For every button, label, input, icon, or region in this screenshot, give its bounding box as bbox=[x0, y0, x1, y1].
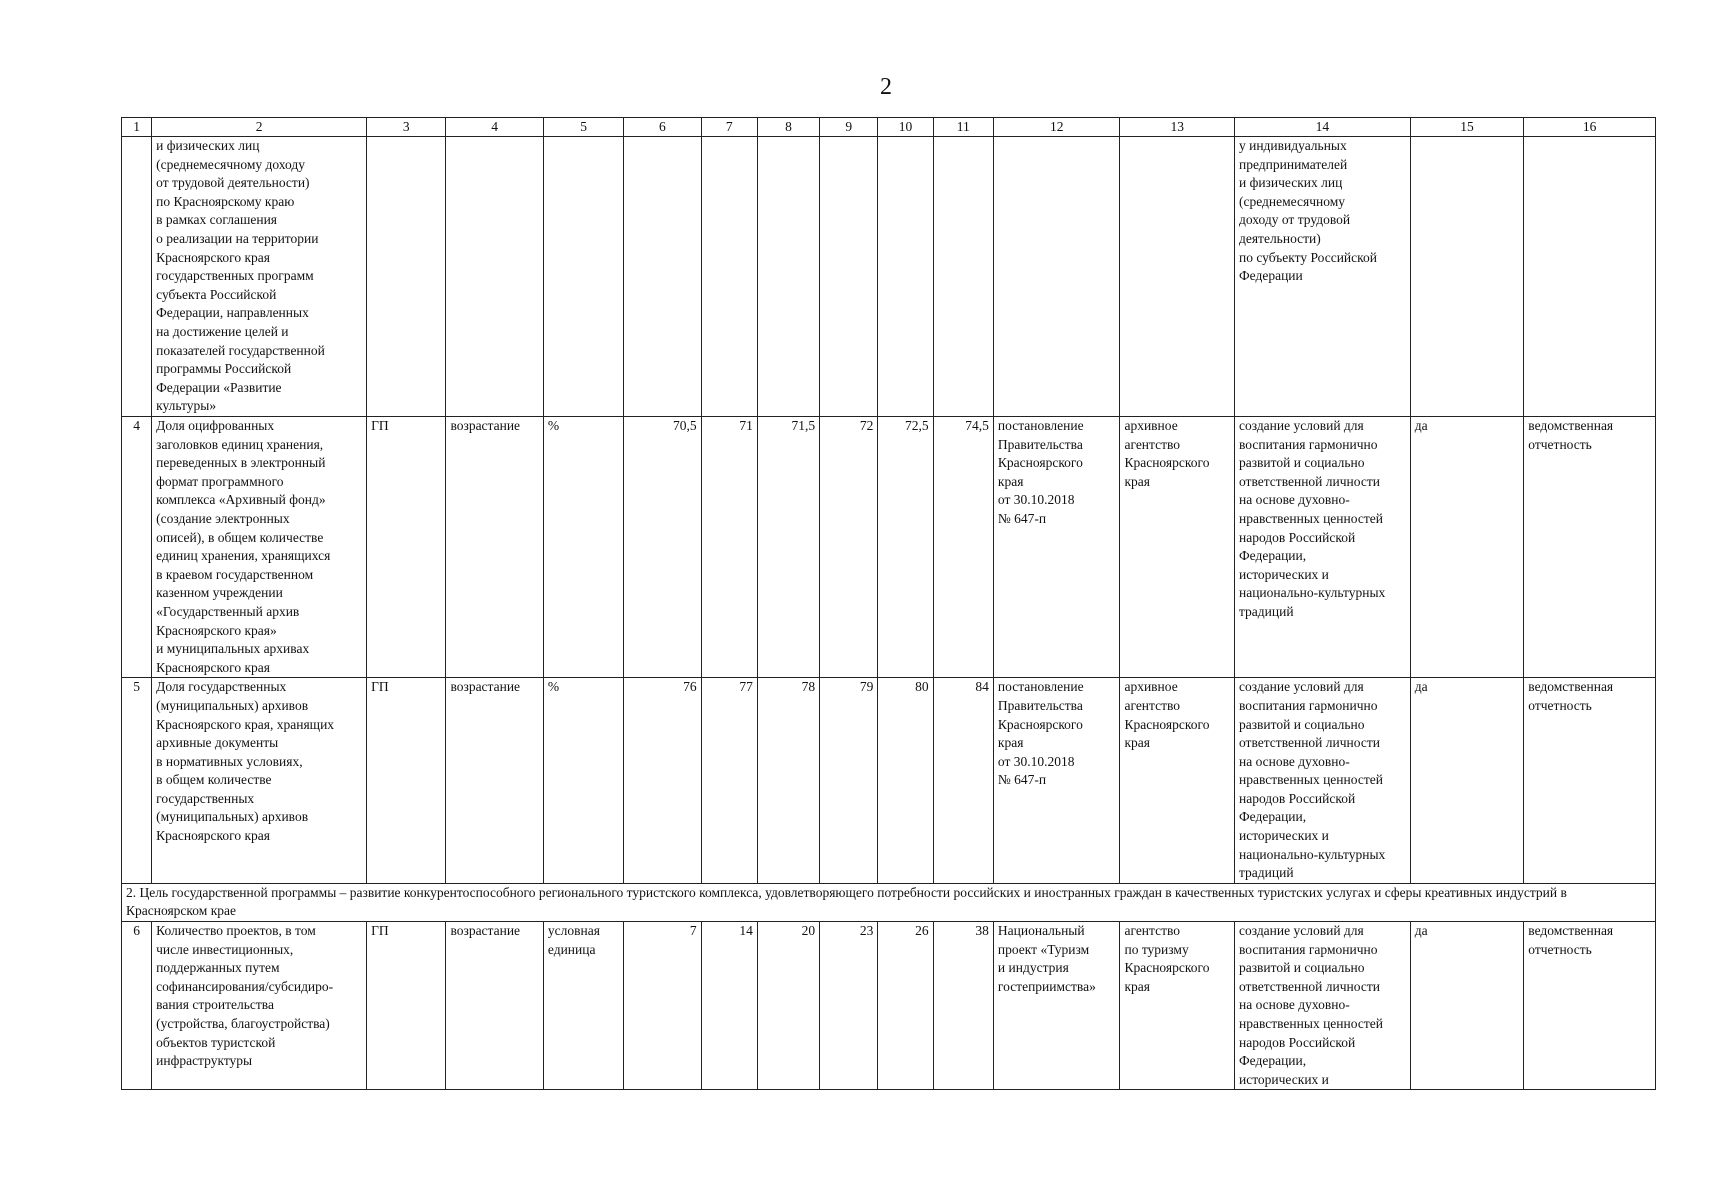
trend bbox=[446, 137, 543, 417]
document: постановление Правительства Красноярского края от 30.10.2018 № 647-п bbox=[993, 417, 1120, 678]
value-7: 14 bbox=[701, 922, 757, 1090]
trend: возрастание bbox=[446, 678, 543, 884]
flag: да bbox=[1410, 922, 1524, 1090]
goal-link: у индивидуальных предпринимателей и физических лиц (среднемесячному доходу от трудовой деятельности) по субъекту Российской Федерации bbox=[1234, 137, 1410, 417]
col-header: 4 bbox=[446, 118, 543, 137]
table-row bbox=[122, 417, 1656, 678]
value-6 bbox=[624, 137, 701, 417]
flag: да bbox=[1410, 678, 1524, 884]
trend: возрастание bbox=[446, 417, 543, 678]
responsible: архивное агентство Красноярского края bbox=[1120, 678, 1235, 884]
trend: возрастание bbox=[446, 922, 543, 1090]
source bbox=[1524, 137, 1656, 417]
value-7: 77 bbox=[701, 678, 757, 884]
section-goal: 2. Цель государственной программы – развитие конкурентоспособного регионального туристского комплекса, удовлетворяющего потребности российских и иностранных граждан в качественных туристских услугах и сферы креативных индустрий в Красноярском крае bbox=[122, 883, 1656, 921]
col-header: 5 bbox=[543, 118, 623, 137]
responsible: агентство по туризму Красноярского края bbox=[1120, 922, 1235, 1090]
value-9: 79 bbox=[820, 678, 878, 884]
value-6: 70,5 bbox=[624, 417, 701, 678]
goal-link: создание условий для воспитания гармонично развитой и социально ответственной личности на основе духовно- нравственных ценностей народов Российской Федерации, исторических и bbox=[1234, 922, 1410, 1090]
value-9: 72 bbox=[820, 417, 878, 678]
value-8 bbox=[757, 137, 819, 417]
value-7 bbox=[701, 137, 757, 417]
unit bbox=[543, 137, 623, 417]
value-7: 71 bbox=[701, 417, 757, 678]
unit: % bbox=[543, 417, 623, 678]
col-header: 3 bbox=[367, 118, 446, 137]
source: ведомственная отчетность bbox=[1524, 678, 1656, 884]
col-header: 2 bbox=[152, 118, 367, 137]
value-11: 38 bbox=[933, 922, 993, 1090]
indicator-name: Доля государственных (муниципальных) архивов Красноярского края, хранящих архивные документы в нормативных условиях, в общем количестве государственных (муниципальных) архивов Красноярского края bbox=[152, 678, 367, 884]
value-10: 80 bbox=[878, 678, 933, 884]
unit: % bbox=[543, 678, 623, 884]
col-header: 11 bbox=[933, 118, 993, 137]
value-9 bbox=[820, 137, 878, 417]
col-header: 12 bbox=[993, 118, 1120, 137]
value-6: 7 bbox=[624, 922, 701, 1090]
col-header: 7 bbox=[701, 118, 757, 137]
row-number bbox=[122, 137, 152, 417]
col-header: 8 bbox=[757, 118, 819, 137]
col-header: 14 bbox=[1234, 118, 1410, 137]
col-header: 9 bbox=[820, 118, 878, 137]
responsible: архивное агентство Красноярского края bbox=[1120, 417, 1235, 678]
row-number: 6 bbox=[122, 922, 152, 1090]
value-8: 20 bbox=[757, 922, 819, 1090]
value-8: 71,5 bbox=[757, 417, 819, 678]
value-9: 23 bbox=[820, 922, 878, 1090]
table-row bbox=[122, 137, 1656, 417]
value-10: 26 bbox=[878, 922, 933, 1090]
flag: да bbox=[1410, 417, 1524, 678]
table-row bbox=[122, 678, 1656, 884]
goal-link: создание условий для воспитания гармонично развитой и социально ответственной личности на основе духовно- нравственных ценностей народов Российской Федерации, исторических и национально-культурных традиций bbox=[1234, 417, 1410, 678]
goal-link: создание условий для воспитания гармонично развитой и социально ответственной личности на основе духовно- нравственных ценностей народов Российской Федерации, исторических и национально-культурных традиций bbox=[1234, 678, 1410, 884]
value-8: 78 bbox=[757, 678, 819, 884]
indicator-name: и физических лиц (среднемесячному доходу от трудовой деятельности) по Красноярскому краю в рамках соглашения о реализации на территории Красноярского края государственных программ субъекта Российской Федерации, направленных на достижение целей и показателей государственной программы Российской Федерации «Развитие культуры» bbox=[152, 137, 367, 417]
col-header: 16 bbox=[1524, 118, 1656, 137]
col-header: 13 bbox=[1120, 118, 1235, 137]
column-header-row bbox=[122, 118, 1656, 137]
responsible bbox=[1120, 137, 1235, 417]
flag bbox=[1410, 137, 1524, 417]
row-number: 5 bbox=[122, 678, 152, 884]
document: постановление Правительства Красноярского края от 30.10.2018 № 647-п bbox=[993, 678, 1120, 884]
indicator-type bbox=[367, 137, 446, 417]
col-header: 6 bbox=[624, 118, 701, 137]
document bbox=[993, 137, 1120, 417]
table-row bbox=[122, 922, 1656, 1090]
value-11: 84 bbox=[933, 678, 993, 884]
source: ведомственная отчетность bbox=[1524, 922, 1656, 1090]
indicator-name: Доля оцифрованных заголовков единиц хранения, переведенных в электронный формат программного комплекса «Архивный фонд» (создание электронных описей), в общем количестве единиц хранения, хранящихся в краевом государственном казенном учреждении «Государственный архив Красноярского края» и муниципальных архивах Красноярского края bbox=[152, 417, 367, 678]
value-6: 76 bbox=[624, 678, 701, 884]
section-goal-row bbox=[122, 883, 1656, 921]
indicator-name: Количество проектов, в том числе инвестиционных, поддержанных путем софинансирования/субсидиро- вания строительства (устройства, благоустройства) объектов туристской инфраструктуры bbox=[152, 922, 367, 1090]
row-number: 4 bbox=[122, 417, 152, 678]
document: Национальный проект «Туризм и индустрия гостеприимства» bbox=[993, 922, 1120, 1090]
indicator-type: ГП bbox=[367, 922, 446, 1090]
value-10: 72,5 bbox=[878, 417, 933, 678]
unit: условная единица bbox=[543, 922, 623, 1090]
col-header: 10 bbox=[878, 118, 933, 137]
page-number: 2 bbox=[880, 74, 892, 100]
value-11 bbox=[933, 137, 993, 417]
col-header: 15 bbox=[1410, 118, 1524, 137]
indicators-table bbox=[121, 117, 1656, 1090]
indicator-type: ГП bbox=[367, 678, 446, 884]
col-header: 1 bbox=[122, 118, 152, 137]
indicator-type: ГП bbox=[367, 417, 446, 678]
value-11: 74,5 bbox=[933, 417, 993, 678]
value-10 bbox=[878, 137, 933, 417]
source: ведомственная отчетность bbox=[1524, 417, 1656, 678]
